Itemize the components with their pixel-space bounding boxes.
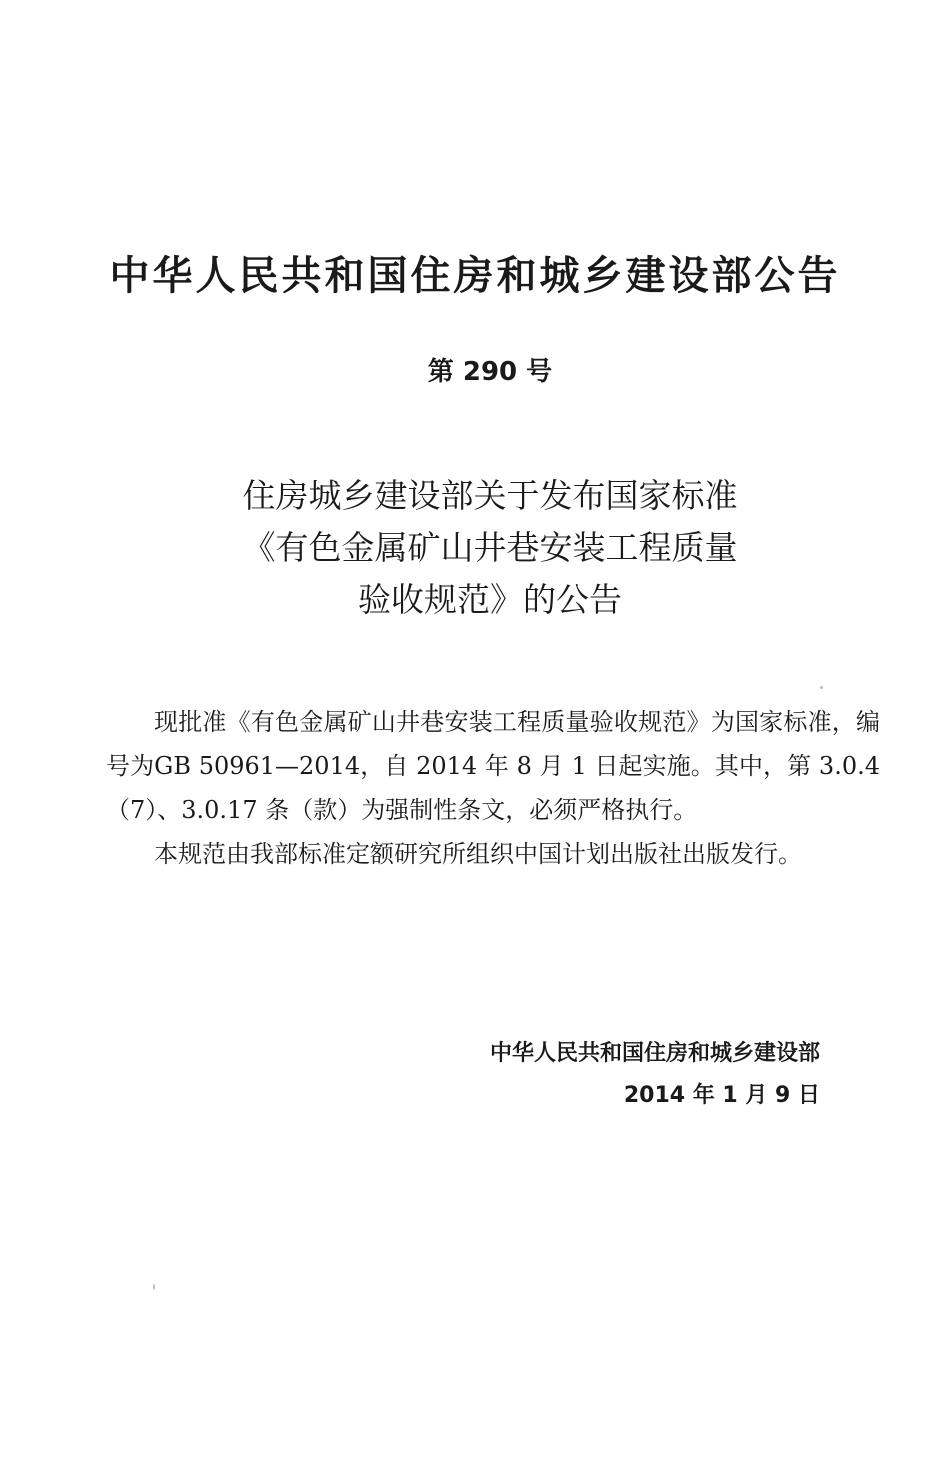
subtitle-line: 住房城乡建设部关于发布国家标准 — [242, 476, 738, 515]
scan-speck — [820, 686, 823, 689]
announcement-number: 第 290 号 — [427, 357, 553, 387]
subtitle-line: 《有色金属矿山井巷安装工程质量 — [242, 528, 738, 567]
subtitle-line: 验收规范》的公告 — [358, 580, 622, 619]
body-paragraph: 本规范由我部标准定额研究所组织中国计划出版社出版发行。 — [154, 840, 802, 868]
announcement-title: 中华人民共和国住房和城乡建设部公告 — [109, 253, 841, 299]
announcement-subtitle — [0, 470, 950, 626]
issuer-signature: 中华人民共和国住房和城乡建设部 — [489, 1041, 820, 1066]
issue-date: 2014 年 1 月 9 日 — [623, 1083, 820, 1108]
body-paragraph: 现批准《有色金属矿山井巷安装工程质量验收规范》为国家标准，编号为GB 50961—2014，自 2014 年 8 月 1 日起实施。其中，第 3.0.4（7）、3.0.17 条（款）为强制性条文，必须严格执行。 — [106, 708, 880, 824]
announcement-body — [106, 700, 880, 876]
scan-speck — [153, 1284, 155, 1290]
